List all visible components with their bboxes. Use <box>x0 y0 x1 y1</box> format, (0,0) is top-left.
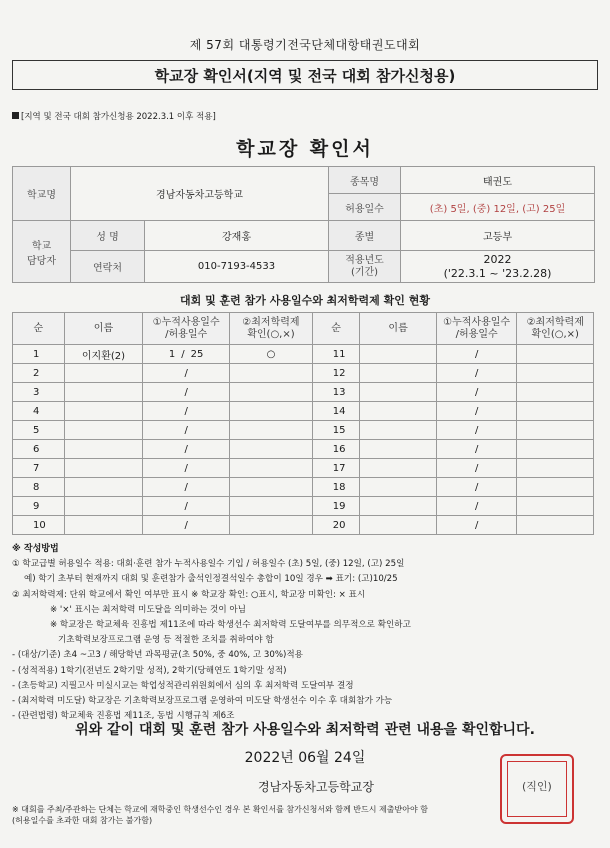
col-days-right <box>436 313 517 345</box>
row-days <box>143 497 230 516</box>
slash-separator: / <box>474 348 479 360</box>
year-value: 2022 <box>483 252 512 266</box>
table-row <box>13 478 594 497</box>
instruction-line: ※ '×' 표시는 최저학력 미도달을 의미하는 것이 아님 <box>50 604 246 615</box>
row-no: 14 <box>312 402 360 421</box>
row-no: 7 <box>13 459 65 478</box>
row-no: 16 <box>312 440 360 459</box>
slash-separator: / <box>184 367 188 379</box>
table-row <box>13 364 594 383</box>
instruction-line: - (초등학교) 지필고사 미실시교는 학업성적관리위원회에서 심의 후 최저학력 도달여부 결정 <box>12 680 354 691</box>
row-check <box>517 383 594 402</box>
issue-date: 2022년 06월 24일 <box>244 750 366 766</box>
sport-value: 태권도 <box>401 167 595 194</box>
row-check <box>230 421 313 440</box>
row-no: 12 <box>312 364 360 383</box>
row-check <box>230 459 313 478</box>
row-name <box>64 478 143 497</box>
row-no: 17 <box>312 459 360 478</box>
row-check <box>517 364 594 383</box>
footer-line: ※ 대회를 주최/주관하는 단체는 학교에 재학중인 학생선수인 경우 본 확인서를 참가신청서와 함께 반드시 제출받아야 함 <box>12 805 428 814</box>
row-no: 4 <box>13 402 65 421</box>
row-no: 6 <box>13 440 65 459</box>
col-name-left: 이름 <box>64 313 143 345</box>
row-days <box>143 421 230 440</box>
slash-separator: / <box>184 500 188 512</box>
contact-label: 연락처 <box>71 251 145 283</box>
instruction-line: ② 최저학력제: 단위 학교에서 확인 여부만 표시 ※ 학교장 확인: ○표시, 학교장 미확인: × 표시 <box>12 589 366 600</box>
row-check: ○ <box>230 345 313 364</box>
col-min-left <box>230 313 313 345</box>
row-days <box>143 345 230 364</box>
instruction-line: - (관련법령) 학교체육 진흥법 제11조, 동법 시행규칙 제6조 <box>12 711 235 722</box>
row-no: 3 <box>13 383 65 402</box>
category-value: 고등부 <box>401 221 595 251</box>
row-name <box>360 497 437 516</box>
slash-separator: / <box>181 348 185 360</box>
contact-value: 010-7193-4533 <box>145 251 329 283</box>
row-name <box>360 478 437 497</box>
row-no: 1 <box>13 345 65 364</box>
row-days <box>143 383 230 402</box>
row-days <box>436 383 517 402</box>
col-days-left-l1: ①누적사용일수 <box>152 316 220 328</box>
certificate-title: 학교장 확인서 <box>236 138 374 160</box>
form-title: 학교장 확인서(지역 및 전국 대회 참가신청용) <box>12 60 598 90</box>
table-row <box>13 421 594 440</box>
slash-separator: / <box>184 424 188 436</box>
row-days <box>436 497 517 516</box>
row-no: 11 <box>312 345 360 364</box>
slash-separator: / <box>474 443 479 455</box>
seal-placeholder: (직인) <box>522 780 552 793</box>
slash-separator: / <box>184 481 188 493</box>
footer-line: (허용일수를 초과한 대회 참가는 불가함) <box>12 816 153 825</box>
slash-separator: / <box>474 367 479 379</box>
row-no: 15 <box>312 421 360 440</box>
allowed-days-label: 허용일수 <box>329 194 401 221</box>
participation-rows <box>13 345 594 535</box>
col-no-right: 순 <box>312 313 360 345</box>
row-name <box>64 497 143 516</box>
col-min-right-l1: ②최저학력제 <box>526 316 584 328</box>
row-no: 20 <box>312 516 360 535</box>
row-name <box>64 364 143 383</box>
used-days: 1 <box>168 348 176 360</box>
instruction-line: 예) 학기 초부터 현재까지 대회 및 훈련참가 출석인정결석일수 총합이 10일 경우 ➡ 표기: (고)10/25 <box>24 574 398 585</box>
row-days <box>143 516 230 535</box>
row-check <box>517 478 594 497</box>
row-check <box>517 345 594 364</box>
instructions-heading: ※ 작성방법 <box>12 544 59 554</box>
row-no: 19 <box>312 497 360 516</box>
table-row <box>13 459 594 478</box>
row-name <box>360 440 437 459</box>
col-min-right-l2: 확인(○,×) <box>531 328 579 340</box>
row-name <box>360 516 437 535</box>
row-days <box>436 345 517 364</box>
school-name: 경남자동차고등학교 <box>71 167 329 221</box>
period-value <box>401 251 595 283</box>
row-days <box>143 478 230 497</box>
table-row <box>13 345 594 364</box>
col-days-left-l2: /허용일수 <box>165 328 208 340</box>
col-min-left-l2: 확인(○,×) <box>247 328 295 340</box>
row-no: 18 <box>312 478 360 497</box>
row-check <box>230 516 313 535</box>
table-row <box>13 497 594 516</box>
row-check <box>230 497 313 516</box>
row-days <box>143 402 230 421</box>
row-name <box>360 459 437 478</box>
manager-name: 강재홍 <box>145 221 329 251</box>
row-days <box>143 364 230 383</box>
slash-separator: / <box>184 443 188 455</box>
applicability-note <box>12 110 216 122</box>
row-name <box>64 459 143 478</box>
category-label: 종별 <box>329 221 401 251</box>
row-days <box>436 421 517 440</box>
applicability-note-text: [지역 및 전국 대회 참가신청용 2022.3.1 이후 적용] <box>21 112 216 122</box>
instruction-line: - (대상/기준) 초4 ~고3 / 해당학년 과목평균(초 50%, 중 40%, 고 30%)적용 <box>12 650 303 661</box>
row-name <box>64 402 143 421</box>
manager-label-line2: 담당자 <box>27 255 56 267</box>
row-name: 이지환(2) <box>64 345 143 364</box>
slash-separator: / <box>474 386 479 398</box>
row-no: 5 <box>13 421 65 440</box>
instruction-line: - (최저학력 미도달) 학교장은 기초학력보장프로그램 운영하여 미도달 학생선수 이수 후 대회참가 가능 <box>12 696 393 707</box>
period-range: ('22.3.1 ~ '23.2.28) <box>443 266 552 280</box>
instruction-line: ① 학교급별 허용일수 적용: 대회·훈련 참가 누적사용일수 기입 / 허용일수 (초) 5일, (중) 12일, (고) 25일 <box>12 559 405 570</box>
allowed-days: 25 <box>190 348 204 360</box>
table-row <box>13 383 594 402</box>
col-name-right: 이름 <box>360 313 437 345</box>
event-title: 제 57회 대통령기전국단체대항태권도대회 <box>189 38 421 52</box>
col-min-left-l1: ②최저학력제 <box>242 316 300 328</box>
row-name <box>360 383 437 402</box>
row-days <box>436 402 517 421</box>
table-row <box>13 516 594 535</box>
row-days <box>143 440 230 459</box>
row-check <box>517 497 594 516</box>
period-label <box>329 251 401 283</box>
instructions <box>12 542 598 724</box>
principal-signature: 경남자동차고등학교장 <box>258 780 374 794</box>
row-no: 8 <box>13 478 65 497</box>
row-check <box>517 440 594 459</box>
slash-separator: / <box>474 424 479 436</box>
square-bullet-icon <box>12 112 19 119</box>
list-section-title: 대회 및 훈련 참가 사용일수와 최저학력제 확인 현황 <box>180 294 430 307</box>
slash-separator: / <box>474 500 479 512</box>
confirmation-text: 위와 같이 대회 및 훈련 참가 사용일수와 최저학력 관련 내용을 확인합니다. <box>75 722 535 738</box>
row-check <box>230 440 313 459</box>
row-name <box>360 402 437 421</box>
slash-separator: / <box>184 386 188 398</box>
row-no: 10 <box>13 516 65 535</box>
row-check <box>517 516 594 535</box>
row-check <box>230 402 313 421</box>
footer-note <box>12 804 598 826</box>
school-name-label: 학교명 <box>13 167 71 221</box>
row-days <box>436 440 517 459</box>
row-no: 13 <box>312 383 360 402</box>
period-label-line1: 적용년도 <box>345 254 384 266</box>
row-name <box>360 364 437 383</box>
row-check <box>517 459 594 478</box>
manager-label <box>13 221 71 283</box>
slash-separator: / <box>184 405 188 417</box>
slash-separator: / <box>474 519 479 531</box>
row-name <box>360 345 437 364</box>
row-check <box>517 421 594 440</box>
period-label-line2: (기간) <box>350 266 379 278</box>
row-days <box>436 459 517 478</box>
row-name <box>64 440 143 459</box>
col-min-right <box>517 313 594 345</box>
instruction-line: 기초학력보장프로그램 운영 등 적절한 조치를 취하여야 함 <box>58 635 274 646</box>
school-info-table <box>12 166 595 283</box>
row-check <box>230 478 313 497</box>
row-no: 9 <box>13 497 65 516</box>
table-row <box>13 402 594 421</box>
slash-separator: / <box>474 405 479 417</box>
manager-name-label: 성 명 <box>71 221 145 251</box>
row-check <box>230 383 313 402</box>
col-no-left: 순 <box>13 313 65 345</box>
slash-separator: / <box>184 462 188 474</box>
row-name <box>360 421 437 440</box>
table-row <box>13 440 594 459</box>
manager-label-line1: 학교 <box>31 240 52 252</box>
row-days <box>436 516 517 535</box>
row-name <box>64 421 143 440</box>
sport-label: 종목명 <box>329 167 401 194</box>
row-name <box>64 516 143 535</box>
row-name <box>64 383 143 402</box>
row-check <box>230 364 313 383</box>
slash-separator: / <box>474 481 479 493</box>
col-days-right-l1: ①누적사용일수 <box>443 316 511 328</box>
row-days <box>143 459 230 478</box>
slash-separator: / <box>474 462 479 474</box>
row-no: 2 <box>13 364 65 383</box>
row-days <box>436 364 517 383</box>
row-days <box>436 478 517 497</box>
col-days-left <box>143 313 230 345</box>
col-days-right-l2: /허용일수 <box>455 328 498 340</box>
instruction-line: ※ 학교장은 학교체육 진흥법 제11조에 따라 학생선수 최저학력 도달여부를 의무적으로 확인하고 <box>50 620 411 631</box>
instruction-line: - (성적적용) 1학기(전년도 2학기말 성적), 2학기(당해연도 1학기말 성적) <box>12 665 287 676</box>
slash-separator: / <box>184 519 188 531</box>
participation-table <box>12 312 594 535</box>
row-check <box>517 402 594 421</box>
allowed-days-value: (초) 5일, (중) 12일, (고) 25일 <box>401 194 595 221</box>
